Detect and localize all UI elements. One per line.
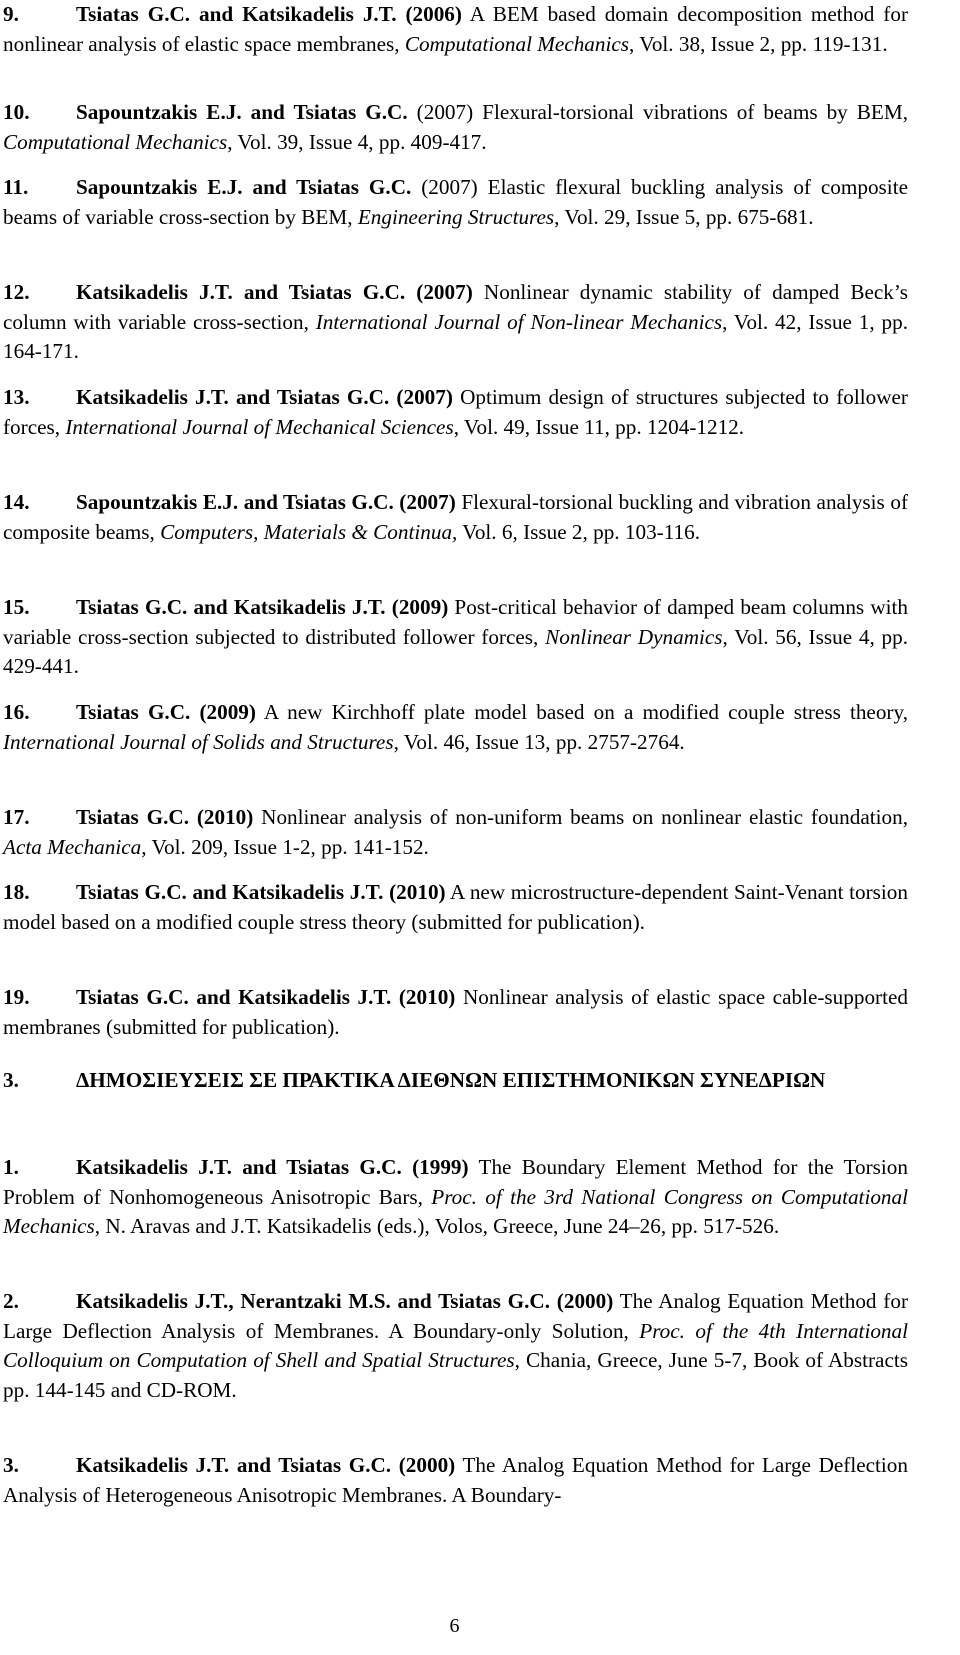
reference-number: 13.: [3, 385, 30, 409]
reference-title: A BEM based domain decomposition method for nonlinear analysis of elastic space membranes,: [3, 2, 909, 56]
reference-authors: Tsiatas G.C. (2010): [76, 805, 254, 829]
reference-authors: Katsikadelis J.T. and Tsiatas G.C. (2007): [76, 385, 453, 409]
reference-title: Flexural-torsional buckling and vibration analysis of composite beams,: [3, 490, 908, 544]
reference-authors: Katsikadelis J.T., Nerantzaki M.S. and Tsiatas G.C. (2000): [76, 1289, 614, 1313]
reference-details: , Vol. 29, Issue 5, pp. 675-681.: [554, 204, 814, 229]
reference-number: 18.: [3, 880, 30, 904]
reference-authors: Sapountzakis E.J. and Tsiatas G.C.: [76, 100, 408, 124]
reference-number: 1.: [3, 1155, 19, 1179]
page-number: 6: [449, 1615, 460, 1637]
reference-details: , N. Aravas and J.T. Katsikadelis (eds.), Volos, Greece, June 24–26, pp. 517-526.: [94, 1214, 780, 1238]
reference-item: [3, 1451, 908, 1510]
reference-authors: Tsiatas G.C. and Katsikadelis J.T. (2009): [76, 595, 449, 619]
reference-venue: Proc. of the 4th International Colloquium on Computation of Shell and Spatial Structures: [3, 1318, 908, 1372]
reference-details: , Chania, Greece, June 5-7, Book of Abstracts pp. 144-145 and CD-ROM.: [3, 1348, 908, 1402]
reference-item: [3, 1287, 908, 1405]
reference-authors: Katsikadelis J.T. and Tsiatas G.C. (2000): [76, 1453, 456, 1477]
reference-authors: Katsikadelis J.T. and Tsiatas G.C. (1999): [76, 1155, 469, 1179]
reference-title: Post-critical behavior of damped beam columns with variable cross-section subjected to distributed follower forces,: [3, 595, 909, 649]
reference-details: , Vol. 56, Issue 4, pp. 429-441.: [3, 624, 908, 678]
reference-title: (2007) Elastic flexural buckling analysis of composite beams of variable cross-section by BEM,: [3, 175, 908, 229]
reference-item: [3, 488, 908, 547]
reference-number: 9.: [3, 2, 19, 26]
reference-number: 14.: [3, 490, 30, 514]
reference-item: [3, 1153, 908, 1242]
reference-item: [3, 173, 908, 232]
reference-item: [3, 383, 908, 442]
reference-number: 15.: [3, 595, 30, 619]
reference-details: , Vol. 38, Issue 2, pp. 119-131.: [629, 31, 888, 56]
reference-item: [3, 878, 908, 937]
reference-number: 3.: [3, 1453, 19, 1477]
reference-details: , Vol. 46, Issue 13, pp. 2757-2764.: [393, 729, 685, 754]
reference-authors: Tsiatas G.C. and Katsikadelis J.T. (2006): [76, 2, 462, 26]
reference-venue: Computational Mechanics: [404, 31, 630, 56]
reference-number: 10.: [3, 100, 30, 124]
reference-authors: Tsiatas G.C. (2009): [76, 700, 256, 724]
reference-authors: Tsiatas G.C. and Katsikadelis J.T. (2010): [76, 985, 456, 1009]
reference-details: , Vol. 42, Issue 1, pp. 164-171.: [3, 309, 909, 363]
reference-venue: Engineering Structures: [357, 204, 555, 229]
section-heading: [3, 1066, 908, 1096]
reference-venue: Computers, Materials & Continua: [160, 519, 453, 544]
reference-title: (2007) Flexural-torsional vibrations of beams by BEM,: [407, 100, 908, 124]
reference-title: Optimum design of structures subjected to follower forces,: [3, 385, 908, 439]
reference-venue: International Journal of Non-linear Mechanics: [315, 309, 723, 334]
reference-title: The Boundary Element Method for the Torsion Problem of Nonhomogeneous Anisotropic Bars,: [3, 1155, 908, 1209]
reference-item: [3, 593, 908, 682]
reference-title: Nonlinear dynamic stability of damped Beck’s column with variable cross-section,: [3, 280, 908, 334]
reference-item: [3, 98, 908, 157]
reference-venue: Acta Mechanica: [3, 834, 142, 859]
reference-title: The Analog Equation Method for Large Deflection Analysis of Membranes. A Boundary-only Solution,: [3, 1289, 909, 1343]
reference-item: [3, 278, 908, 367]
reference-item: [3, 983, 908, 1042]
reference-title: Nonlinear analysis of elastic space cable-supported membranes (submitted for publication).: [3, 985, 908, 1039]
reference-title: The Analog Equation Method for Large Deflection Analysis of Heterogeneous Anisotropic Membranes. A Boundary-: [3, 1453, 908, 1507]
section-number: 3.: [3, 1068, 19, 1092]
reference-title: Nonlinear analysis of non-uniform beams on nonlinear elastic foundation,: [253, 805, 909, 829]
section-title: ΔΗΜΟΣΙΕΥΣΕΙΣ ΣΕ ΠΡΑΚΤΙΚΑ ΔΙΕΘΝΩΝ ΕΠΙΣΤΗΜΟΝΙΚΩΝ ΣΥΝΕΔΡΙΩΝ: [76, 1068, 826, 1092]
reference-number: 19.: [3, 985, 30, 1009]
reference-venue: Nonlinear Dynamics: [545, 624, 723, 649]
reference-number: 11.: [3, 175, 29, 199]
reference-item: [3, 698, 908, 757]
reference-title: A new microstructure-dependent Saint-Venant torsion model based on a modified couple stress theory (submitted for publication).: [3, 880, 908, 934]
reference-venue: Proc. of the 3rd National Congress on Computational Mechanics: [3, 1184, 908, 1238]
reference-authors: Tsiatas G.C. and Katsikadelis J.T. (2010): [76, 880, 446, 904]
reference-details: , Vol. 209, Issue 1-2, pp. 141-152.: [141, 834, 429, 859]
reference-item: [3, 803, 908, 862]
reference-details: , Vol. 6, Issue 2, pp. 103-116.: [452, 519, 701, 544]
reference-details: , Vol. 39, Issue 4, pp. 409-417.: [227, 129, 487, 154]
reference-authors: Sapountzakis E.J. and Tsiatas G.C. (2007): [76, 490, 456, 514]
reference-number: 16.: [3, 700, 30, 724]
reference-details: , Vol. 49, Issue 11, pp. 1204-1212.: [453, 414, 745, 439]
reference-item: [3, 0, 908, 59]
reference-authors: Sapountzakis E.J. and Tsiatas G.C.: [76, 175, 412, 199]
reference-authors: Katsikadelis J.T. and Tsiatas G.C. (2007): [76, 280, 473, 304]
reference-number: 2.: [3, 1289, 19, 1313]
reference-number: 12.: [3, 280, 30, 304]
reference-venue: International Journal of Mechanical Sciences: [65, 414, 454, 439]
reference-venue: Computational Mechanics: [3, 129, 228, 154]
reference-title: A new Kirchhoff plate model based on a modified couple stress theory,: [255, 700, 909, 724]
reference-venue: International Journal of Solids and Structures: [3, 729, 394, 754]
reference-number: 17.: [3, 805, 30, 829]
